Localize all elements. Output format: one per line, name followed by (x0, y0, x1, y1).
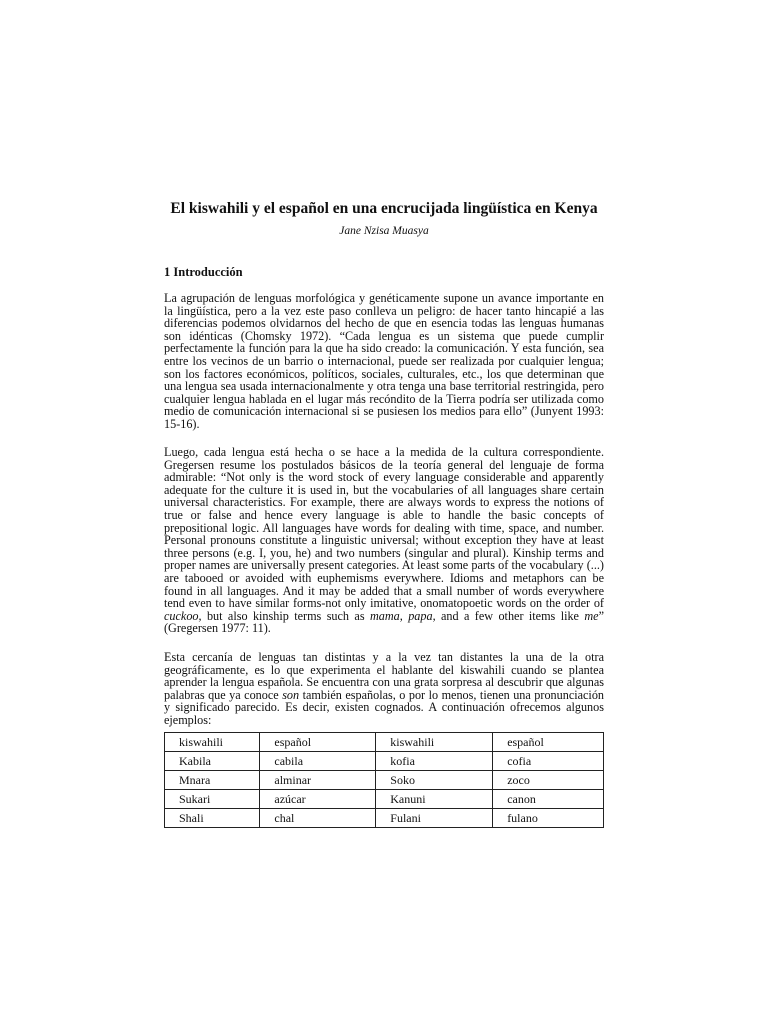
paragraph-3-italic-son: son (282, 687, 300, 702)
paragraph-2-italic-mama-papa: mama, papa, (369, 608, 436, 623)
paragraph-3 (164, 651, 604, 727)
paragraph-1: La agrupación de lenguas morfológica y genéticamente supone un avance importante en la lingüística, pero a la vez este paso conlleva un peligro: de hacer tanto hincapié a las diferencias podemos olvidarnos del hecho de que en esencia todas las lenguas humanas son idénticas (Chomsky 1972). “Cada lengua es un sistema que puede cumplir perfectamente la función para la que ha sido creado: la comunicación. Y esta función, sea entre los vecinos de un barrio o internacional, puede ser realizada por cualquier lengua; son los factores económicos, políticos, sociales, culturales, etc., los que determinan que una lengua sea usada internacionalmente y otra tenga una base territorial restringida, pero cualquier lengua hablada en el lugar más recóndito de la Tierra podría ser utilizada como medio de comunicación internacional si se pusiesen los medios para ello” (Junyent 1993: 15-16). (164, 291, 604, 431)
paragraph-3-start: Esta cercanía de lenguas tan distintas y a la vez tan distantes la una de la otra geográficamente, es lo que experimenta el hablante del kiswahili cuando se plantea aprender la lengua española. Se encuentra con una grata sorpresa al descubrir que algunas palabras que ya conoce (164, 650, 604, 702)
table-cell: kofia (376, 752, 493, 771)
document-title: El kiswahili y el español en una encrucijada lingüística en Kenya (170, 200, 598, 217)
table-cell: Shali (165, 809, 260, 828)
author-name: Jane Nzisa Muasya (339, 225, 429, 237)
cognates-table (164, 732, 604, 828)
table-cell: fulano (493, 809, 604, 828)
table-header-cell: kiswahili (165, 733, 260, 752)
table-cell: chal (260, 809, 376, 828)
table-cell: Soko (376, 771, 493, 790)
paragraph-3-end: también españolas, o por lo menos, tienen una pronunciación y significado parecido. Es decir, existen cognados. A continuación ofrecemos algunos ejemplos: (164, 687, 605, 727)
table-cell: cabila (260, 752, 376, 771)
table-cell: Mnara (165, 771, 260, 790)
table-row (165, 752, 604, 771)
table-cell: Fulani (376, 809, 493, 828)
table-cell: zoco (493, 771, 604, 790)
paragraph-2-italic-cuckoo: cuckoo, (164, 608, 202, 623)
table-cell: Sukari (165, 790, 260, 809)
table-row (165, 771, 604, 790)
paragraph-2-mid: but also kinship terms such as (201, 608, 370, 623)
table-cell: canon (493, 790, 604, 809)
table-cell: azúcar (260, 790, 376, 809)
table-cell: Kabila (165, 752, 260, 771)
table-row (165, 809, 604, 828)
table-cell: cofia (493, 752, 604, 771)
paragraph-2-mid2: and a few other items like (435, 608, 585, 623)
section-heading: 1 Introducción (164, 265, 243, 279)
table-header-row (165, 733, 604, 752)
table-header-cell: español (260, 733, 376, 752)
table-header-cell: español (493, 733, 604, 752)
table-header-cell: kiswahili (376, 733, 493, 752)
table-row (165, 790, 604, 809)
paragraph-2-end: ” (Gregersen 1977: 11). (164, 608, 604, 636)
paragraph-2 (164, 446, 604, 635)
table-cell: alminar (260, 771, 376, 790)
table-cell: Kanuni (376, 790, 493, 809)
paragraph-2-italic-me: me (584, 608, 599, 623)
paragraph-2-intro: Luego, cada lengua está hecha o se hace a la medida de la cultura correspondiente. Gregersen resume los postulados básicos de la teoría general del lenguaje de forma admirable: “Not only is the word stock of every language considerable and apparently adequate for the culture it is used in, but the vocabularies of all languages share certain universal characteristics. For example, there are always words to express the notions of true or false and hence every language is able to handle the basic concepts of prepositional logic. All languages have words for dealing with time, space, and number. Personal pronouns constitute a linguistic universal; without exception they have at least three persons (e.g. I, you, he) and two numbers (singular and plural). Kinship terms and proper names are universally present categories. At least some parts of the vocabulary (...) are tabooed or avoided with euphemisms everywhere. Idioms and metaphors can be found in all languages. And it may be added that a small number of words everywhere tend even to have similar forms-not only imitative, onomatopoetic words on the order of (164, 445, 604, 611)
